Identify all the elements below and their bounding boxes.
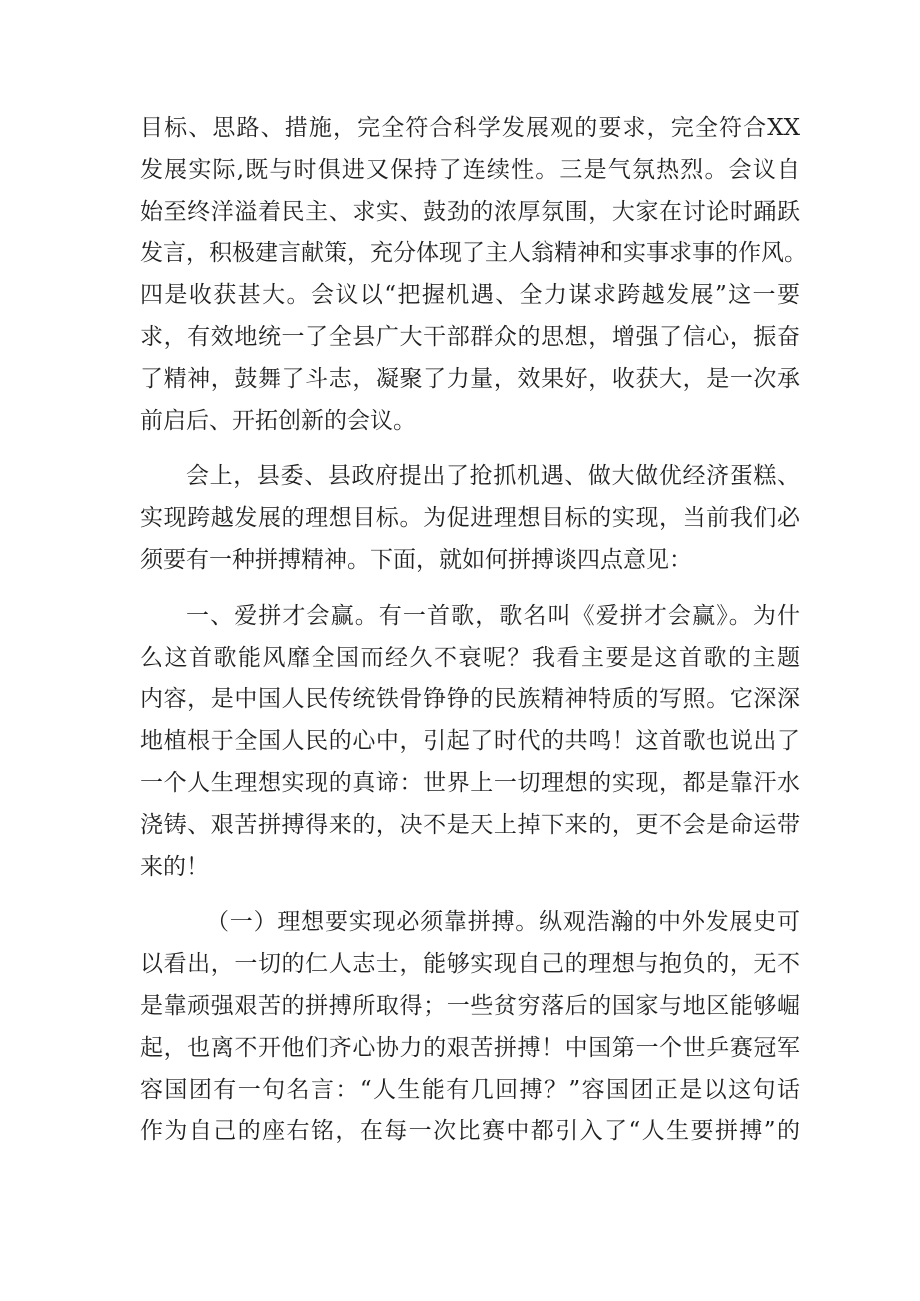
text-line: 了精神，鼓舞了斗志，凝聚了力量，效果好，收获大，是一次承 xyxy=(140,365,800,392)
text-line: 浇铸、艰苦拼搏得来的，决不是天上掉下来的，更不会是命运带 xyxy=(140,811,800,838)
text-line: 地植根于全国人民的心中，引起了时代的共鸣！这首歌也说出了 xyxy=(140,728,800,755)
paragraph-2 xyxy=(140,456,800,581)
text-line: 前启后、开拓创新的会议。 xyxy=(140,407,416,434)
text-line: 求，有效地统一了全县广大干部群众的思想，增强了信心，振奋 xyxy=(140,323,800,350)
paragraph-1 xyxy=(140,108,807,442)
text-line: 以看出，一切的仁人志士，能够实现自己的理想与抱负的，无不 xyxy=(140,951,800,978)
text-line: 须要有一种拼搏精神。下面，就如何拼搏谈四点意见： xyxy=(140,546,692,573)
text-line: 发展实际,既与时俱进又保持了连续性。三是气氛热烈。会议自 xyxy=(140,156,800,183)
text-line: 一、爱拼才会赢。有一首歌，歌名叫《爱拼才会赢》。为什 xyxy=(186,602,800,629)
text-line: 起，也离不开他们齐心协力的艰苦拼搏！中国第一个世乒赛冠军 xyxy=(140,1034,800,1061)
text-line: （一）理想要实现必须靠拼搏。纵观浩瀚的中外发展史可 xyxy=(206,909,800,936)
text-line: 内容，是中国人民传统铁骨铮铮的民族精神特质的写照。它深深 xyxy=(140,686,800,713)
text-line: 四是收获甚大。会议以“把握机遇、全力谋求跨越发展”这一要 xyxy=(140,282,800,309)
text-line: 么这首歌能风靡全国而经久不衰呢？我看主要是这首歌的主题 xyxy=(140,644,800,671)
text-line: 发言，积极建言献策，充分体现了主人翁精神和实事求事的作风。 xyxy=(140,240,807,267)
text-line: 目标、思路、措施，完全符合科学发展观的要求，完全符合XX xyxy=(140,115,800,141)
text-line: 容国团有一句名言：“人生能有几回搏？”容国团正是以这句话 xyxy=(140,1076,800,1103)
paragraph-3 xyxy=(140,596,800,889)
text-line: 是靠顽强艰苦的拼搏所取得；一些贫穷落后的国家与地区能够崛 xyxy=(140,992,800,1019)
text-line: 来的！ xyxy=(140,853,209,880)
text-line: 一个人生理想实现的真谛：世界上一切理想的实现，都是靠汗水 xyxy=(140,769,800,796)
document-body xyxy=(140,108,807,1153)
text-line: 实现跨越发展的理想目标。为促进理想目标的实现，当前我们必 xyxy=(140,505,800,532)
text-line: 作为自己的座右铭，在每一次比赛中都引入了“人生要拼搏”的 xyxy=(140,1118,800,1145)
paragraph-4 xyxy=(140,902,800,1153)
text-line: 会上，县委、县政府提出了抢抓机遇、做大做优经济蛋糕、 xyxy=(186,463,800,490)
text-line: 始至终洋溢着民主、求实、鼓劲的浓厚氛围，大家在讨论时踊跃 xyxy=(140,198,800,225)
